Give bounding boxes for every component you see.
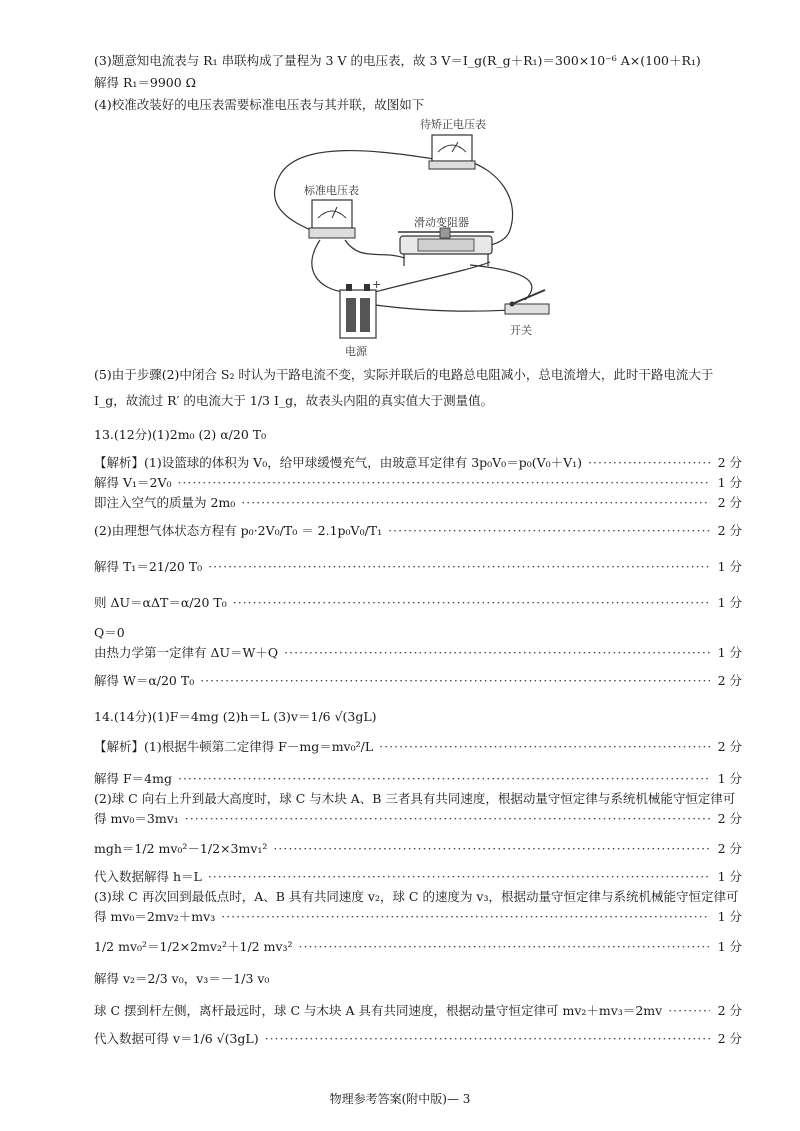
q12-part3-result: 解得 R₁＝9900 Ω <box>94 75 197 90</box>
leader-dots <box>178 770 710 788</box>
row-points: 1 分 <box>717 771 742 786</box>
row-points: 2 分 <box>717 841 742 856</box>
q13-row <box>94 494 742 512</box>
q13-row <box>94 644 742 662</box>
row-points: 1 分 <box>717 939 742 954</box>
row-points: 2 分 <box>717 1031 742 1046</box>
q14-row-text-only: (2)球 C 向右上升到最大高度时，球 C 与木块 A、B 三者具有共同速度，根据动量守恒定律与系统机械能守恒定律可 <box>94 791 736 806</box>
leader-dots <box>273 840 710 858</box>
wire-standard-to-power <box>312 240 345 292</box>
q13-row <box>94 558 742 576</box>
rheostat-icon <box>398 228 494 266</box>
standard-voltmeter-icon <box>309 200 355 238</box>
label-switch: 开关 <box>510 324 532 337</box>
leader-dots <box>200 672 710 690</box>
row-text: 【解析】(1)设篮球的体积为 V₀，给甲球缓慢充气，由玻意耳定律有 3p₀V₀＝p₀(V₀＋V₁) <box>94 455 583 470</box>
row-text: 由热力学第一定律有 ΔU＝W＋Q <box>94 645 279 660</box>
wire-standard-to-rheostat <box>345 240 405 258</box>
row-text: mgh＝1/2 mv₀²－1/2×3mv₁² <box>94 841 268 856</box>
wire-rheostat-to-switch <box>470 265 532 300</box>
q13-row-q: Q＝0 <box>94 625 125 640</box>
q12-part3-text: (3)题意知电流表与 R₁ 串联构成了量程为 3 V 的电压表，故 3 V＝I_g(R_g＋R₁)＝300×10⁻⁶ A×(100＋R₁) <box>94 53 701 68</box>
q14-row <box>94 840 742 858</box>
q13-row <box>94 672 742 690</box>
row-text: 即注入空气的质量为 2m₀ <box>94 495 236 510</box>
row-text: 【解析】(1)根据牛顿第二定律得 F－mg＝mv₀²/L <box>94 739 374 754</box>
label-standard-meter: 标准电压表 <box>304 184 359 197</box>
q14-row <box>94 1030 742 1048</box>
leader-dots <box>379 738 710 756</box>
q14-row <box>94 1002 742 1020</box>
q14-row <box>94 868 742 886</box>
row-points: 1 分 <box>717 475 742 490</box>
switch-icon <box>505 290 549 314</box>
row-points: 1 分 <box>717 909 742 924</box>
q12-part5-line1: (5)由于步骤(2)中闭合 S₂ 时认为干路电流不变，实际并联后的电路总电阻减小，总电流增大，此时干路电流大于 <box>94 367 714 382</box>
leader-dots <box>185 810 710 828</box>
battery-icon <box>340 284 376 338</box>
q12-part4-text: (4)校准改装好的电压表需要标准电压表与其并联，故图如下 <box>94 97 425 112</box>
row-text: 则 ΔU＝αΔT＝α/20 T₀ <box>94 595 227 610</box>
row-points: 1 分 <box>717 645 742 660</box>
q14-row-text-only: 解得 v₂＝2/3 v₀，v₃＝－1/3 v₀ <box>94 971 270 986</box>
row-points: 2 分 <box>717 739 742 754</box>
row-points: 1 分 <box>717 869 742 884</box>
leader-dots <box>668 1002 710 1020</box>
q14-row <box>94 938 742 956</box>
row-text: 解得 W＝α/20 T₀ <box>94 673 195 688</box>
q13-row <box>94 474 742 492</box>
row-text: 解得 F＝4mg <box>94 771 172 786</box>
row-points: 2 分 <box>717 455 742 470</box>
row-points: 2 分 <box>717 523 742 538</box>
row-text: 1/2 mv₀²＝1/2×2mv₂²＋1/2 mv₃² <box>94 939 293 954</box>
row-points: 2 分 <box>717 811 742 826</box>
row-text: 解得 T₁＝21/20 T₀ <box>94 559 203 574</box>
leader-dots <box>241 494 710 512</box>
row-points: 2 分 <box>717 673 742 688</box>
leader-dots <box>221 908 710 926</box>
row-text: 代入数据可得 v＝1/6 √(3gL) <box>94 1031 259 1046</box>
leader-dots <box>208 558 710 576</box>
row-points: 1 分 <box>717 559 742 574</box>
q14-row <box>94 738 742 756</box>
row-text: (2)由理想气体状态方程有 p₀·2V₀/T₀ ＝ 2.1p₀V₀/T₁ <box>94 523 383 538</box>
q12-part5-line2: I_g，故流过 R′ 的电流大于 1/3 I_g，故表头内阻的真实值大于测量值。 <box>94 393 494 408</box>
leader-dots <box>388 522 710 540</box>
label-meter-to-calibrate: 待矫正电压表 <box>420 118 486 131</box>
q14-row <box>94 770 742 788</box>
q14-row-text-only: (3)球 C 再次回到最低点时，A、B 具有共同速度 v₂，球 C 的速度为 v₃，根据动量守恒定律与系统机械能守恒定律可 <box>94 889 739 904</box>
label-power: 电源 <box>345 345 367 358</box>
leader-dots <box>178 474 710 492</box>
q13-row <box>94 454 742 472</box>
page-footer: 物理参考答案(附中版)— 3 <box>329 1092 471 1106</box>
q14-header: 14.(14分)(1)F＝4mg (2)h＝L (3)v＝1/6 √(3gL) <box>94 709 377 724</box>
q14-row <box>94 908 742 926</box>
q13-row <box>94 522 742 540</box>
leader-dots <box>299 938 710 956</box>
leader-dots <box>588 454 710 472</box>
row-text: 球 C 摆到杆左侧，离杆最远时，球 C 与木块 A 具有共同速度，根据动量守恒定律可 mv₂＋mv₃＝2mv <box>94 1003 663 1018</box>
q13-header: 13.(12分)(1)2m₀ (2) α/20 T₀ <box>94 427 267 442</box>
row-text: 解得 V₁＝2V₀ <box>94 475 172 490</box>
row-text: 得 mv₀＝2mv₂＋mv₃ <box>94 909 216 924</box>
wire-power-to-rheostat <box>375 262 490 292</box>
row-text: 代入数据解得 h＝L <box>94 869 202 884</box>
row-points: 2 分 <box>717 1003 742 1018</box>
wire-power-to-switch <box>375 305 510 311</box>
label-rheostat: 滑动变阻器 <box>414 216 469 229</box>
row-points: 2 分 <box>717 495 742 510</box>
row-text: 得 mv₀＝3mv₁ <box>94 811 179 826</box>
row-points: 1 分 <box>717 595 742 610</box>
wire-meter-to-rheostat <box>410 160 513 247</box>
leader-dots <box>284 644 710 662</box>
q14-row <box>94 810 742 828</box>
label-plus: + <box>372 278 382 291</box>
q13-row <box>94 594 742 612</box>
leader-dots <box>265 1030 710 1048</box>
leader-dots <box>233 594 710 612</box>
voltmeter-to-calibrate-icon <box>429 135 475 169</box>
leader-dots <box>208 868 710 886</box>
